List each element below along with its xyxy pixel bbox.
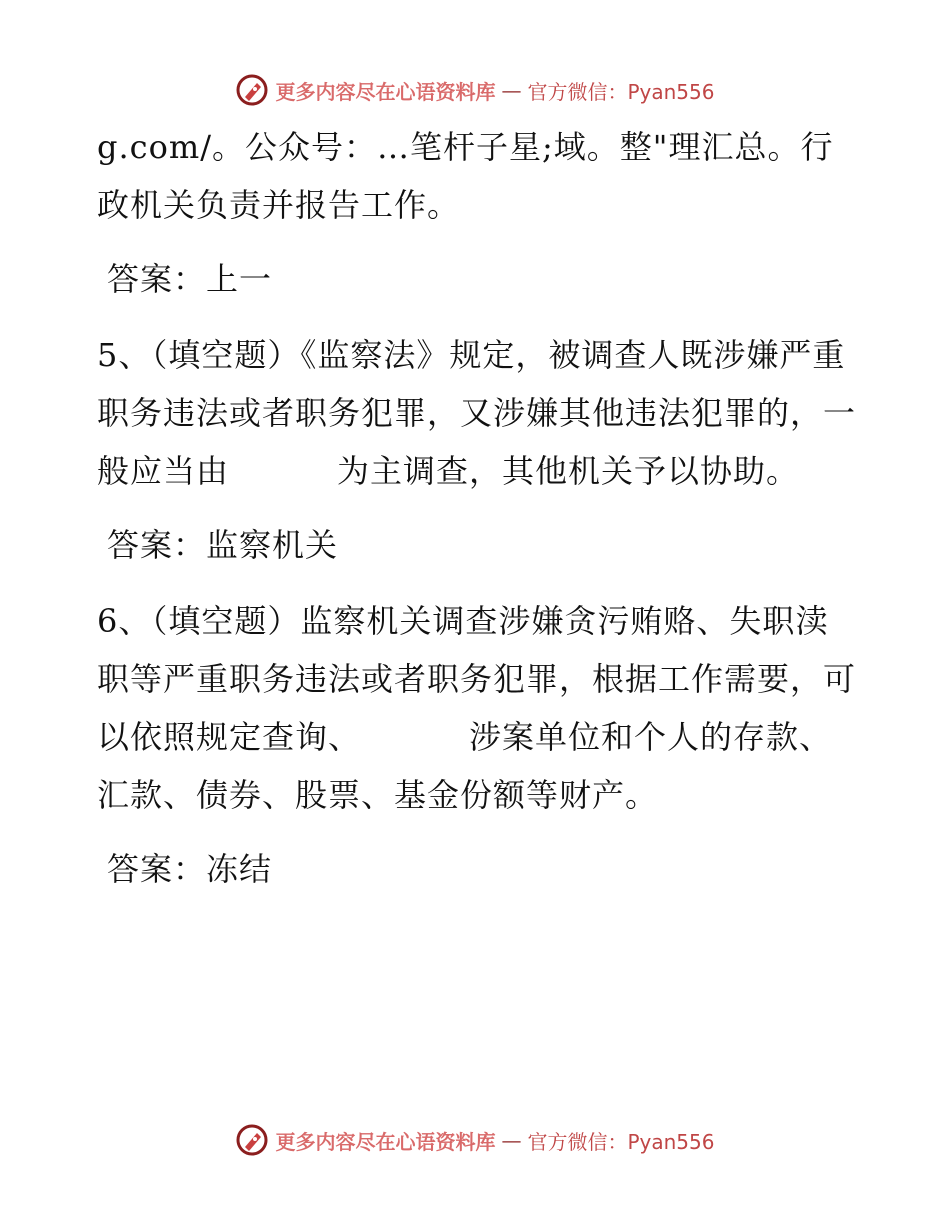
watermark-brand: 更多内容尽在心语资料库 — [275, 1129, 496, 1154]
watermark-brand: 更多内容尽在心语资料库 — [275, 79, 496, 104]
answer-value: 上一 — [206, 260, 273, 298]
paragraph-continued: g.com/。公众号：…笔杆子星;域。整"理汇总。行政机关负责并报告工作。 — [97, 128, 834, 224]
watermark-dash: — — [501, 78, 522, 102]
watermark-contact: 官方微信：Pyan556 — [527, 79, 715, 104]
pen-nib-icon — [235, 73, 269, 107]
question-text-before: 5、（填空题）《监察法》规定，被调查人既涉嫌严重职务违法或者职务犯罪，又涉嫌其他违法犯罪的，一般应当由 — [97, 336, 857, 490]
pen-nib-icon — [235, 1123, 269, 1157]
watermark-dash: — — [501, 1128, 522, 1152]
watermark-contact: 官方微信：Pyan556 — [527, 1129, 715, 1154]
answer-5 — [97, 516, 857, 574]
footer-watermark — [0, 1120, 950, 1160]
header-watermark — [0, 70, 950, 110]
answer-value: 冻结 — [206, 850, 273, 888]
document-body — [97, 118, 857, 898]
question-text-before: 6、（填空题）监察机关调查涉嫌贪污贿赂、失职渎职等严重职务违法或者职务犯罪，根据工作需要，可以依照规定查询、 — [97, 602, 857, 756]
answer-label: 答案： — [107, 850, 207, 888]
answer-label: 答案： — [107, 260, 207, 298]
answer-value: 监察机关 — [206, 526, 339, 564]
answer-4 — [97, 250, 857, 308]
answer-label: 答案： — [107, 526, 207, 564]
answer-6 — [97, 840, 857, 898]
question-5 — [97, 326, 857, 500]
question-6 — [97, 592, 857, 824]
question-text-after: 涉案单位和个人的存款、汇款、债券、股票、基金份额等财产。 — [97, 718, 833, 814]
question-text-after: 为主调查，其他机关予以协助。 — [337, 452, 800, 490]
